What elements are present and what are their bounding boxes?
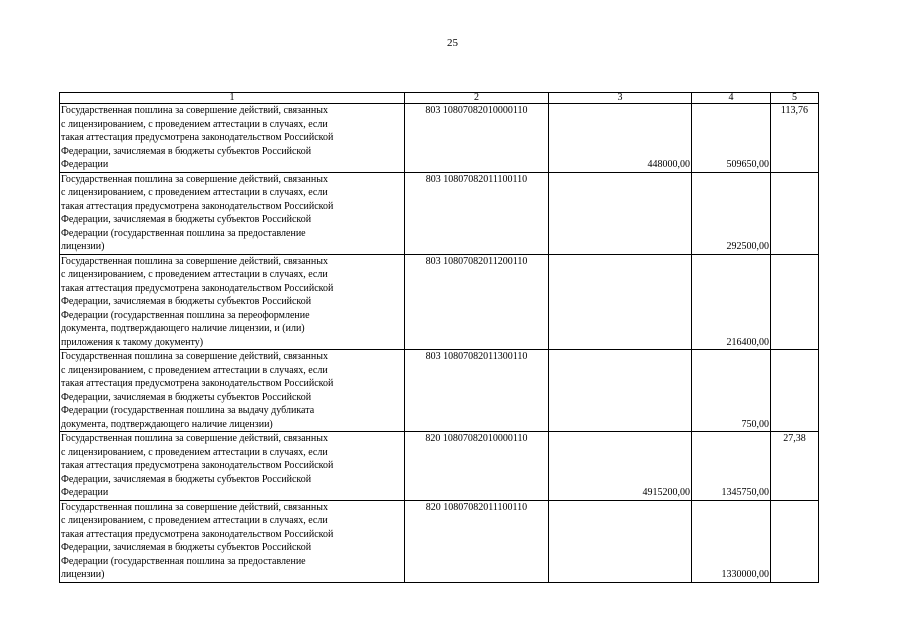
row-code: 803 10807082011300110 [405, 350, 549, 432]
row-value-col3 [549, 172, 692, 254]
row-value-col5: 27,38 [771, 432, 819, 501]
table-row [60, 500, 819, 582]
table-header-row [60, 93, 819, 104]
row-value-col4: 1345750,00 [692, 432, 771, 501]
column-header: 2 [405, 93, 549, 104]
column-header: 5 [771, 93, 819, 104]
row-value-col5 [771, 500, 819, 582]
table-row [60, 432, 819, 501]
row-code: 803 10807082010000110 [405, 104, 549, 173]
row-value-col4: 1330000,00 [692, 500, 771, 582]
row-description: Государственная пошлина за совершение действий, связанных с лицензированием, с проведением аттестации в случаях, если такая аттестация предусмотрена законодательством Российской Федерации, зачисляемая в бюджеты субъектов Российской Федерации [60, 104, 405, 173]
row-value-col4: 292500,00 [692, 172, 771, 254]
row-value-col5 [771, 254, 819, 350]
row-value-col4: 750,00 [692, 350, 771, 432]
row-code: 803 10807082011200110 [405, 254, 549, 350]
row-description: Государственная пошлина за совершение действий, связанных с лицензированием, с проведением аттестации в случаях, если такая аттестация предусмотрена законодательством Российской Федерации, зачисляемая в бюджеты субъектов Российской Федерации (государственная пошлина за предоставление лицензии) [60, 172, 405, 254]
column-header: 1 [60, 93, 405, 104]
row-value-col4: 216400,00 [692, 254, 771, 350]
row-value-col5 [771, 172, 819, 254]
row-description: Государственная пошлина за совершение действий, связанных с лицензированием, с проведением аттестации в случаях, если такая аттестация предусмотрена законодательством Российской Федерации, зачисляемая в бюджеты субъектов Российской Федерации (государственная пошлина за предоставление лицензии) [60, 500, 405, 582]
table-row [60, 104, 819, 173]
row-value-col3 [549, 500, 692, 582]
row-description: Государственная пошлина за совершение действий, связанных с лицензированием, с проведением аттестации в случаях, если такая аттестация предусмотрена законодательством Российской Федерации, зачисляемая в бюджеты субъектов Российской Федерации [60, 432, 405, 501]
table-row [60, 350, 819, 432]
page-number: 25 [447, 37, 458, 49]
row-value-col5: 113,76 [771, 104, 819, 173]
column-header: 4 [692, 93, 771, 104]
budget-table [59, 92, 819, 583]
row-description: Государственная пошлина за совершение действий, связанных с лицензированием, с проведением аттестации в случаях, если такая аттестация предусмотрена законодательством Российской Федерации, зачисляемая в бюджеты субъектов Российской Федерации (государственная пошлина за переоформление документа, подтверждающего наличие лицензии, и (или) приложения к такому документу) [60, 254, 405, 350]
row-code: 820 10807082010000110 [405, 432, 549, 501]
row-value-col5 [771, 350, 819, 432]
row-value-col3: 4915200,00 [549, 432, 692, 501]
table-row [60, 172, 819, 254]
row-code: 820 10807082011100110 [405, 500, 549, 582]
row-value-col3 [549, 254, 692, 350]
row-value-col3 [549, 350, 692, 432]
row-code: 803 10807082011100110 [405, 172, 549, 254]
column-header: 3 [549, 93, 692, 104]
row-value-col3: 448000,00 [549, 104, 692, 173]
table-row [60, 254, 819, 350]
row-description: Государственная пошлина за совершение действий, связанных с лицензированием, с проведением аттестации в случаях, если такая аттестация предусмотрена законодательством Российской Федерации, зачисляемая в бюджеты субъектов Российской Федерации (государственная пошлина за выдачу дубликата документа, подтверждающего наличие лицензии) [60, 350, 405, 432]
row-value-col4: 509650,00 [692, 104, 771, 173]
